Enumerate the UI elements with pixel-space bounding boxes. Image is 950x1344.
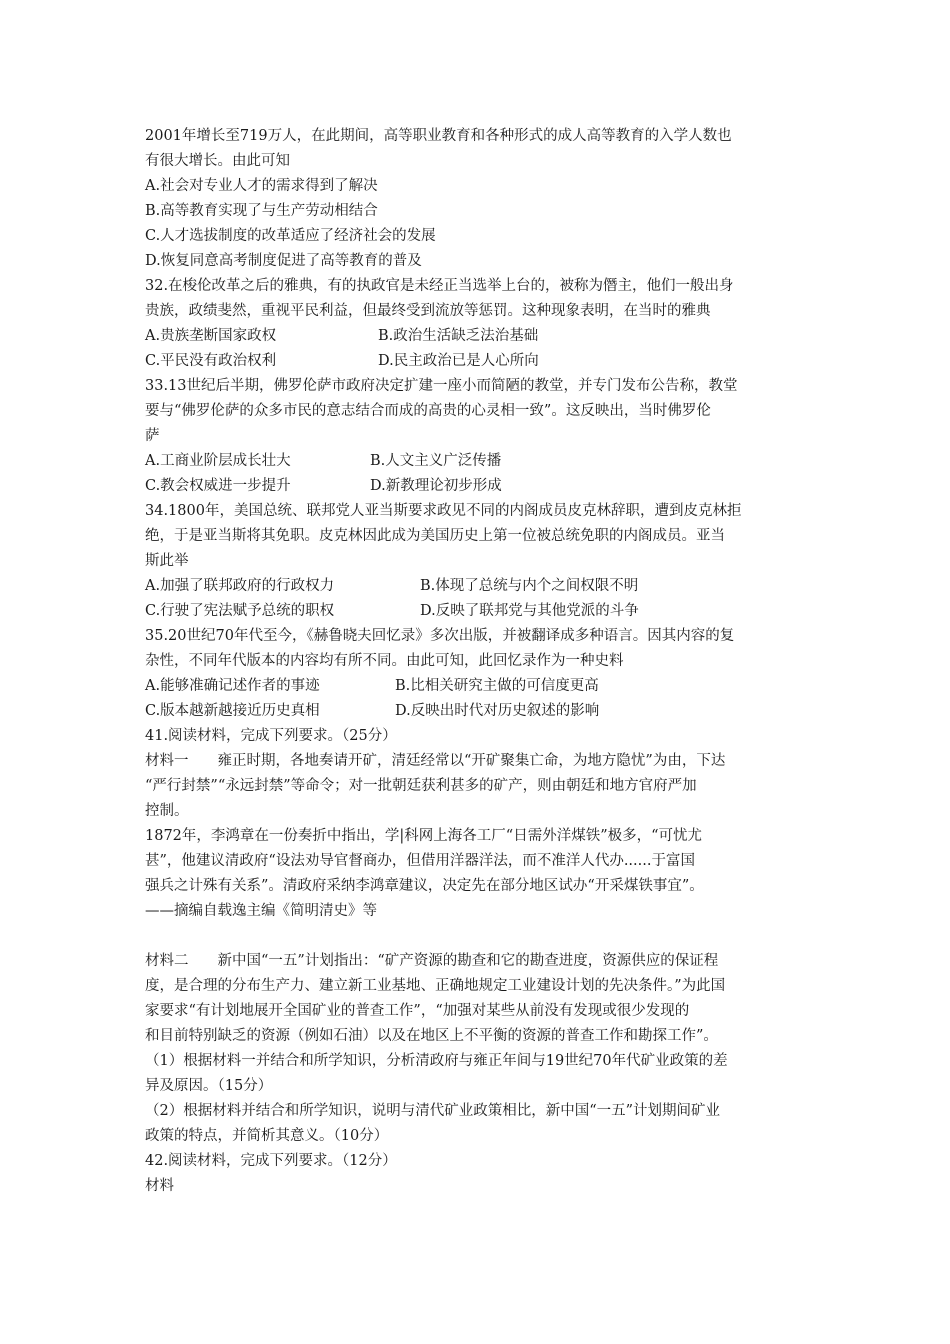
text-line: 材料二 新中国“一五”计划指出：“矿产资源的勘查和它的勘查进度，资源供应的保证程 <box>145 953 719 969</box>
text-line: 控制。 <box>145 803 189 819</box>
text-line: 材料 <box>145 1178 174 1194</box>
question-32-options <box>145 324 810 374</box>
option-row <box>145 574 810 599</box>
text-line: 1872年，李鸿章在一份奏折中指出，学|科网上海各工厂“日需外洋煤铁”极多，“可忧尤 <box>145 828 703 844</box>
question-35-options <box>145 674 810 724</box>
question-31-continuation <box>145 124 810 324</box>
question-35 <box>145 624 810 674</box>
text-line: 强兵之计殊有关系”。清政府采纳李鸿章建议，决定先在部分地区试办“开采煤铁事宜”。 <box>145 878 704 894</box>
question-33 <box>145 374 810 449</box>
text-line: 要与“佛罗伦萨的众多市民的意志结合而成的高贵的心灵相一致”。这反映出，当时佛罗伦 <box>145 403 711 419</box>
text-line: 甚”，他建议清政府“设法劝导官督商办，但借用洋器洋法，而不准洋人代办......于富国 <box>145 853 695 869</box>
text-line: 政策的特点，并简析其意义。（10分） <box>145 1128 389 1144</box>
answer-option: C.教会权威进一步提升 <box>145 478 291 494</box>
text-line: ——摘编自载逸主编《简明清史》等 <box>145 903 377 919</box>
answer-option: D.反映出时代对历史叙述的影响 <box>395 703 600 719</box>
text-line: 杂性，不同年代版本的内容均有所不同。由此可知，此回忆录作为一种史料 <box>145 653 624 669</box>
option-row <box>145 599 810 624</box>
question-41-material-1 <box>145 724 810 924</box>
question-34-options <box>145 574 810 624</box>
question-33-options <box>145 449 810 499</box>
text-line: C.人才选拔制度的改革适应了经济社会的发展 <box>145 228 436 244</box>
option-row <box>145 349 810 374</box>
answer-option: B.体现了总统与内个之间权限不明 <box>420 578 639 594</box>
text-line: 35.20世纪70年代至今，《赫鲁晓夫回忆录》多次出版，并被翻译成多种语言。因其内容的复 <box>145 628 735 644</box>
answer-option: D.民主政治已是人心所向 <box>378 353 539 369</box>
text-line: 34.1800年，美国总统、联邦党人亚当斯要求政见不同的内阁成员皮克林辞职，遭到皮克林拒 <box>145 503 742 519</box>
text-line: D.恢复同意高考制度促进了高等教育的普及 <box>145 253 422 269</box>
option-row <box>145 699 810 724</box>
text-line: 2001年增长至719万人，在此期间，高等职业教育和各种形式的成人高等教育的入学人数也 <box>145 128 732 144</box>
text-line: 度，是合理的分布生产力、建立新工业基地、正确地规定工业建设计划的先决条件。”为此国 <box>145 978 726 994</box>
answer-option: B.人文主义广泛传播 <box>370 453 502 469</box>
text-line: （2）根据材料并结合和所学知识，说明与清代矿业政策相比，新中国“一五”计划期间矿业 <box>145 1103 721 1119</box>
text-line: 绝，于是亚当斯将其免职。皮克林因此成为美国历史上第一位被总统免职的内阁成员。亚当 <box>145 528 725 544</box>
option-row <box>145 674 810 699</box>
answer-option: C.版本越新越接近历史真相 <box>145 703 320 719</box>
text-line: 33.13世纪后半期，佛罗伦萨市政府决定扩建一座小而简陋的教堂，并专门发布公告称，教堂 <box>145 378 738 394</box>
question-41-material-2-and-42 <box>145 949 810 1199</box>
answer-option: A.贵族垄断国家政权 <box>145 328 277 344</box>
text-line: 异及原因。（15分） <box>145 1078 273 1094</box>
answer-option: A.加强了联邦政府的行政权力 <box>145 578 335 594</box>
text-line: 贵族，政绩斐然，重视平民利益，但最终受到流放等惩罚。这种现象表明，在当时的雅典 <box>145 303 711 319</box>
question-34 <box>145 499 810 574</box>
option-row <box>145 324 810 349</box>
text-line: 家要求“有计划地展开全国矿业的普查工作”，“加强对某些从前没有发现或很少发现的 <box>145 1003 690 1019</box>
answer-option: D.新教理论初步形成 <box>370 478 502 494</box>
answer-option: C.平民没有政治权利 <box>145 353 277 369</box>
answer-option: A.工商业阶层成长壮大 <box>145 453 291 469</box>
option-row <box>145 449 810 474</box>
answer-option: C.行驶了宪法赋予总统的职权 <box>145 603 335 619</box>
text-line: （1）根据材料一并结合和所学知识，分析清政府与雍正年间与19世纪70年代矿业政策的差 <box>145 1053 728 1069</box>
document-page <box>145 124 810 1199</box>
text-line: A.社会对专业人才的需求得到了解决 <box>145 178 378 194</box>
text-line: 萨 <box>145 428 160 444</box>
answer-option: B.比相关研究主做的可信度更高 <box>395 678 599 694</box>
text-line: 和目前特别缺乏的资源（例如石油）以及在地区上不平衡的资源的普查工作和勘探工作”。 <box>145 1028 718 1044</box>
text-line: 32.在梭伦改革之后的雅典，有的执政官是未经正当选举上台的，被称为僭主，他们一般出身 <box>145 278 734 294</box>
option-row <box>145 474 810 499</box>
text-line: 42.阅读材料，完成下列要求。（12分） <box>145 1153 397 1169</box>
text-line: 有很大增长。由此可知 <box>145 153 290 169</box>
text-line: 斯此举 <box>145 553 189 569</box>
text-line: B.高等教育实现了与生产劳动相结合 <box>145 203 378 219</box>
text-line: 41.阅读材料，完成下列要求。（25分） <box>145 728 397 744</box>
answer-option: B.政治生活缺乏法治基础 <box>378 328 539 344</box>
text-line: “严行封禁”“永远封禁”等命令；对一批朝廷获利甚多的矿产，则由朝廷和地方官府严加 <box>145 778 697 794</box>
text-line: 材料一 雍正时期，各地奏请开矿，清廷经常以“开矿聚集亡命，为地方隐忧”为由，下达 <box>145 753 726 769</box>
answer-option: A.能够准确记述作者的事迹 <box>145 678 320 694</box>
answer-option: D.反映了联邦党与其他党派的斗争 <box>420 603 639 619</box>
paragraph-gap <box>145 924 810 949</box>
